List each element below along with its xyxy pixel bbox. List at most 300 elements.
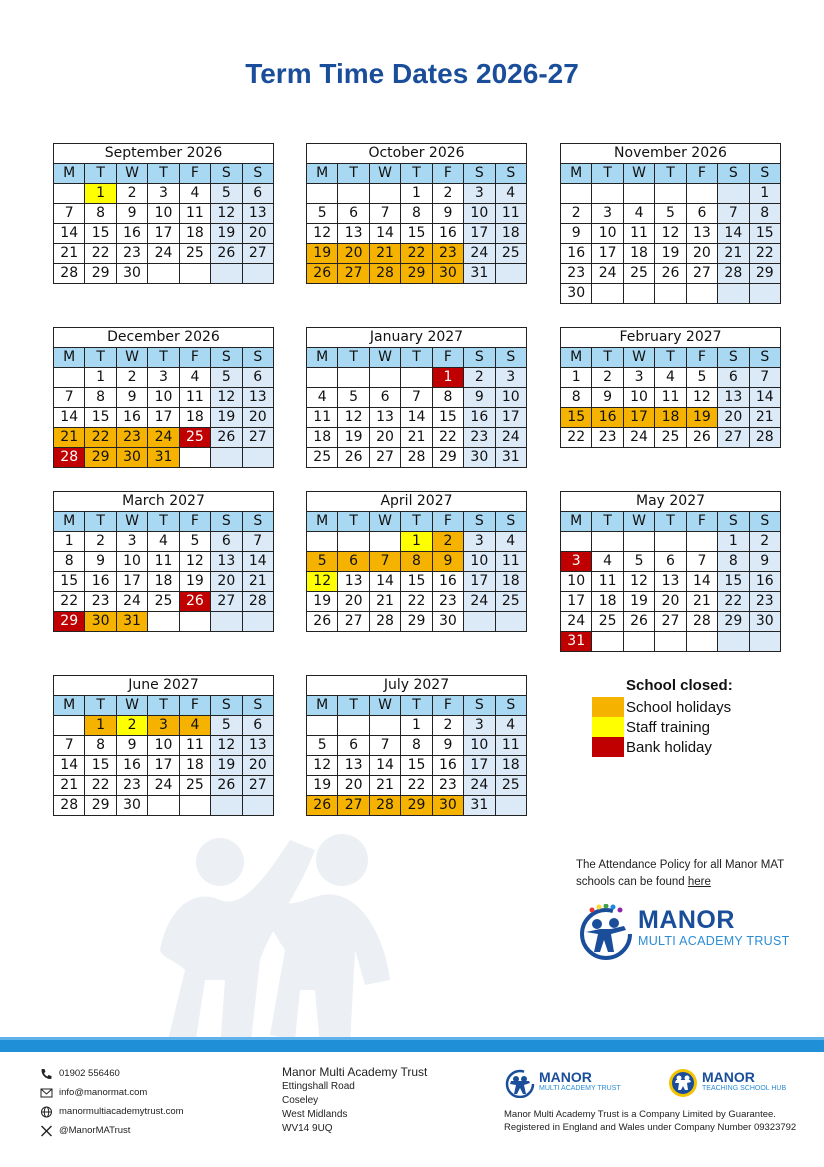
day-cell: 21 [749, 408, 780, 428]
day-cell: 4 [307, 388, 338, 408]
day-cell: 14 [718, 224, 749, 244]
weekday-header: M [307, 696, 338, 716]
weekday-header: F [179, 348, 210, 368]
day-cell: 24 [464, 244, 495, 264]
address-line: Coseley [282, 1095, 319, 1106]
day-cell: 12 [211, 736, 242, 756]
empty-cell [148, 264, 179, 284]
day-cell: 12 [307, 224, 338, 244]
day-cell: 10 [623, 388, 654, 408]
day-cell: 2 [116, 716, 147, 736]
day-cell: 16 [464, 408, 495, 428]
day-cell: 25 [179, 244, 210, 264]
day-cell: 31 [148, 448, 179, 468]
legend-swatch [592, 697, 624, 717]
empty-cell [561, 184, 592, 204]
empty-cell [401, 368, 432, 388]
day-cell: 21 [54, 244, 85, 264]
day-cell: 5 [211, 368, 242, 388]
day-cell: 4 [148, 532, 179, 552]
day-cell: 11 [592, 572, 623, 592]
weekday-header: T [401, 348, 432, 368]
day-cell: 15 [401, 572, 432, 592]
day-cell: 29 [401, 612, 432, 632]
day-cell: 27 [369, 448, 400, 468]
day-cell: 12 [338, 408, 369, 428]
month-title: April 2027 [307, 492, 527, 512]
day-cell: 19 [338, 428, 369, 448]
day-cell: 19 [655, 244, 686, 264]
day-cell: 15 [401, 224, 432, 244]
weekday-header: T [338, 696, 369, 716]
day-cell: 3 [623, 368, 654, 388]
day-cell: 22 [85, 244, 116, 264]
day-cell: 19 [307, 592, 338, 612]
empty-cell [242, 448, 273, 468]
day-cell: 26 [655, 264, 686, 284]
day-cell: 30 [116, 448, 147, 468]
day-cell: 20 [338, 776, 369, 796]
day-cell: 15 [54, 572, 85, 592]
day-cell: 15 [85, 756, 116, 776]
month-title: June 2027 [54, 676, 274, 696]
day-cell: 10 [561, 572, 592, 592]
weekday-header: W [623, 348, 654, 368]
day-cell: 23 [464, 428, 495, 448]
day-cell: 6 [686, 204, 717, 224]
day-cell: 15 [718, 572, 749, 592]
day-cell: 24 [464, 776, 495, 796]
day-cell: 19 [211, 224, 242, 244]
legend-label: Staff training [626, 718, 710, 736]
empty-cell [338, 532, 369, 552]
day-cell: 13 [242, 388, 273, 408]
empty-cell [369, 184, 400, 204]
contact-phone [40, 1064, 184, 1083]
empty-cell [54, 184, 85, 204]
day-cell: 29 [54, 612, 85, 632]
contact-website[interactable] [40, 1102, 184, 1121]
postal-address [282, 1064, 427, 1136]
day-cell: 27 [338, 612, 369, 632]
weekday-header: W [116, 512, 147, 532]
day-cell: 18 [179, 408, 210, 428]
month-calendar [560, 327, 781, 448]
empty-cell [495, 796, 526, 816]
month-calendar [306, 491, 527, 632]
day-cell: 24 [495, 428, 526, 448]
weekday-header: T [148, 348, 179, 368]
weekday-header: S [211, 164, 242, 184]
day-cell: 3 [464, 184, 495, 204]
empty-cell [592, 284, 623, 304]
day-cell: 8 [561, 388, 592, 408]
weekday-header: W [116, 164, 147, 184]
day-cell: 22 [54, 592, 85, 612]
day-cell: 4 [495, 716, 526, 736]
empty-cell [495, 612, 526, 632]
day-cell: 23 [85, 592, 116, 612]
day-cell: 23 [116, 244, 147, 264]
day-cell: 2 [432, 716, 463, 736]
day-cell: 1 [432, 368, 463, 388]
day-cell: 20 [242, 756, 273, 776]
empty-cell [338, 716, 369, 736]
empty-cell [242, 264, 273, 284]
empty-cell [242, 612, 273, 632]
empty-cell [655, 532, 686, 552]
website-text: manormultiacademytrust.com [59, 1106, 184, 1117]
weekday-header: M [561, 512, 592, 532]
policy-text: The Attendance Policy for all Manor MAT schools can be found [576, 859, 784, 888]
empty-cell [369, 368, 400, 388]
empty-cell [307, 716, 338, 736]
day-cell: 4 [179, 716, 210, 736]
day-cell: 16 [116, 224, 147, 244]
day-cell: 13 [211, 552, 242, 572]
day-cell: 16 [432, 756, 463, 776]
day-cell: 5 [307, 736, 338, 756]
day-cell: 23 [432, 592, 463, 612]
contact-email[interactable] [40, 1083, 184, 1102]
twitter-text: @ManorMATrust [59, 1125, 131, 1136]
children-watermark [150, 830, 400, 1050]
day-cell: 4 [592, 552, 623, 572]
day-cell: 17 [148, 224, 179, 244]
day-cell: 16 [116, 408, 147, 428]
day-cell: 28 [242, 592, 273, 612]
empty-cell [718, 284, 749, 304]
day-cell: 7 [54, 204, 85, 224]
day-cell: 17 [148, 756, 179, 776]
day-cell: 25 [179, 776, 210, 796]
weekday-header: S [242, 512, 273, 532]
empty-cell [749, 284, 780, 304]
day-cell: 12 [623, 572, 654, 592]
day-cell: 22 [401, 244, 432, 264]
month-calendar [560, 143, 781, 304]
day-cell: 27 [242, 428, 273, 448]
empty-cell [211, 612, 242, 632]
day-cell: 18 [495, 224, 526, 244]
day-cell: 11 [495, 736, 526, 756]
day-cell: 6 [338, 204, 369, 224]
day-cell: 22 [749, 244, 780, 264]
company-info [504, 1108, 796, 1134]
day-cell: 14 [749, 388, 780, 408]
day-cell: 11 [179, 388, 210, 408]
day-cell: 28 [54, 264, 85, 284]
weekday-header: W [623, 512, 654, 532]
day-cell: 18 [623, 244, 654, 264]
empty-cell [307, 532, 338, 552]
weekday-header: S [718, 348, 749, 368]
day-cell: 21 [369, 244, 400, 264]
day-cell: 26 [307, 796, 338, 816]
legend-swatch [592, 717, 624, 737]
day-cell: 27 [242, 244, 273, 264]
day-cell: 26 [623, 612, 654, 632]
day-cell: 5 [179, 532, 210, 552]
day-cell: 18 [495, 756, 526, 776]
day-cell: 28 [54, 448, 85, 468]
weekday-header: S [718, 512, 749, 532]
month-title: January 2027 [307, 328, 527, 348]
x-twitter-icon [40, 1125, 53, 1137]
legend-label: Bank holiday [626, 738, 712, 756]
day-cell: 9 [432, 736, 463, 756]
day-cell: 1 [749, 184, 780, 204]
day-cell: 16 [116, 756, 147, 776]
day-cell: 18 [495, 572, 526, 592]
weekday-header: S [495, 348, 526, 368]
contact-twitter[interactable] [40, 1121, 184, 1140]
day-cell: 22 [561, 428, 592, 448]
month-title: September 2026 [54, 144, 274, 164]
address-line: Ettingshall Road [282, 1081, 355, 1092]
weekday-header: S [718, 164, 749, 184]
policy-link[interactable]: here [687, 876, 711, 888]
day-cell: 20 [718, 408, 749, 428]
day-cell: 31 [495, 448, 526, 468]
day-cell: 20 [686, 244, 717, 264]
weekday-header: W [116, 696, 147, 716]
day-cell: 15 [432, 408, 463, 428]
day-cell: 11 [655, 388, 686, 408]
day-cell: 5 [655, 204, 686, 224]
empty-cell [307, 184, 338, 204]
day-cell: 18 [307, 428, 338, 448]
day-cell: 28 [718, 264, 749, 284]
day-cell: 1 [85, 184, 116, 204]
day-cell: 3 [116, 532, 147, 552]
month-calendar [306, 143, 527, 284]
day-cell: 13 [338, 756, 369, 776]
weekday-header: W [116, 348, 147, 368]
day-cell: 26 [307, 612, 338, 632]
weekday-header: M [54, 696, 85, 716]
day-cell: 16 [592, 408, 623, 428]
day-cell: 18 [148, 572, 179, 592]
weekday-header: T [655, 512, 686, 532]
month-title: May 2027 [561, 492, 781, 512]
day-cell: 30 [432, 612, 463, 632]
weekday-header: W [369, 512, 400, 532]
day-cell: 19 [211, 408, 242, 428]
day-cell: 28 [401, 448, 432, 468]
weekday-header: M [307, 348, 338, 368]
empty-cell [495, 264, 526, 284]
empty-cell [655, 184, 686, 204]
month-title: December 2026 [54, 328, 274, 348]
day-cell: 10 [464, 204, 495, 224]
empty-cell [623, 632, 654, 652]
day-cell: 8 [432, 388, 463, 408]
day-cell: 3 [148, 368, 179, 388]
day-cell: 17 [592, 244, 623, 264]
day-cell: 9 [116, 204, 147, 224]
weekday-header: W [369, 696, 400, 716]
day-cell: 27 [338, 264, 369, 284]
day-cell: 24 [592, 264, 623, 284]
day-cell: 9 [432, 204, 463, 224]
day-cell: 19 [307, 776, 338, 796]
weekday-header: T [401, 696, 432, 716]
day-cell: 11 [495, 204, 526, 224]
day-cell: 7 [749, 368, 780, 388]
day-cell: 30 [116, 264, 147, 284]
weekday-header: T [592, 348, 623, 368]
weekday-header: T [338, 164, 369, 184]
weekday-header: M [307, 512, 338, 532]
day-cell: 16 [432, 572, 463, 592]
day-cell: 24 [116, 592, 147, 612]
day-cell: 30 [85, 612, 116, 632]
day-cell: 13 [338, 572, 369, 592]
empty-cell [686, 532, 717, 552]
month-calendar [53, 675, 274, 816]
weekday-header: F [179, 696, 210, 716]
day-cell: 23 [432, 244, 463, 264]
day-cell: 26 [338, 448, 369, 468]
day-cell: 1 [718, 532, 749, 552]
day-cell: 12 [686, 388, 717, 408]
empty-cell [592, 184, 623, 204]
month-title: March 2027 [54, 492, 274, 512]
day-cell: 26 [211, 428, 242, 448]
day-cell: 1 [561, 368, 592, 388]
day-cell: 17 [116, 572, 147, 592]
day-cell: 29 [85, 448, 116, 468]
empty-cell [148, 612, 179, 632]
day-cell: 22 [401, 776, 432, 796]
day-cell: 22 [432, 428, 463, 448]
day-cell: 10 [464, 552, 495, 572]
empty-cell [686, 184, 717, 204]
day-cell: 17 [623, 408, 654, 428]
day-cell: 13 [655, 572, 686, 592]
weekday-header: S [464, 696, 495, 716]
day-cell: 21 [54, 428, 85, 448]
day-cell: 27 [211, 592, 242, 612]
day-cell: 19 [211, 756, 242, 776]
day-cell: 7 [369, 204, 400, 224]
day-cell: 20 [242, 408, 273, 428]
day-cell: 18 [179, 756, 210, 776]
day-cell: 15 [85, 224, 116, 244]
day-cell: 28 [369, 796, 400, 816]
day-cell: 12 [179, 552, 210, 572]
day-cell: 20 [211, 572, 242, 592]
day-cell: 17 [464, 756, 495, 776]
day-cell: 27 [686, 264, 717, 284]
day-cell: 18 [655, 408, 686, 428]
day-cell: 11 [623, 224, 654, 244]
day-cell: 4 [179, 184, 210, 204]
day-cell: 25 [623, 264, 654, 284]
day-cell: 14 [369, 756, 400, 776]
weekday-header: F [686, 348, 717, 368]
day-cell: 11 [307, 408, 338, 428]
weekday-header: T [85, 512, 116, 532]
day-cell: 17 [464, 224, 495, 244]
day-cell: 10 [148, 736, 179, 756]
day-cell: 13 [718, 388, 749, 408]
day-cell: 21 [686, 592, 717, 612]
day-cell: 6 [338, 736, 369, 756]
empty-cell [179, 448, 210, 468]
day-cell: 23 [116, 428, 147, 448]
day-cell: 22 [85, 428, 116, 448]
legend-item-training [592, 717, 733, 737]
day-cell: 4 [179, 368, 210, 388]
day-cell: 12 [211, 204, 242, 224]
manor-mat-logo-icon [505, 1068, 535, 1098]
weekday-header: M [561, 164, 592, 184]
day-cell: 28 [686, 612, 717, 632]
weekday-header: F [686, 164, 717, 184]
day-cell: 14 [369, 224, 400, 244]
day-cell: 3 [464, 532, 495, 552]
day-cell: 25 [495, 776, 526, 796]
day-cell: 26 [211, 776, 242, 796]
manor-logo-icon [578, 904, 634, 960]
day-cell: 29 [718, 612, 749, 632]
day-cell: 14 [54, 756, 85, 776]
weekday-header: F [432, 348, 463, 368]
weekday-header: F [686, 512, 717, 532]
day-cell: 9 [116, 388, 147, 408]
day-cell: 16 [749, 572, 780, 592]
day-cell: 22 [85, 776, 116, 796]
day-cell: 20 [338, 592, 369, 612]
day-cell: 1 [85, 368, 116, 388]
empty-cell [179, 796, 210, 816]
footer-logo-subtitle: TEACHING SCHOOL HUB [702, 1085, 787, 1092]
day-cell: 17 [561, 592, 592, 612]
email-text: info@manormat.com [59, 1087, 148, 1098]
day-cell: 10 [495, 388, 526, 408]
day-cell: 9 [561, 224, 592, 244]
day-cell: 10 [148, 388, 179, 408]
month-title: February 2027 [561, 328, 781, 348]
weekday-header: T [401, 512, 432, 532]
day-cell: 25 [307, 448, 338, 468]
weekday-header: T [148, 512, 179, 532]
empty-cell [211, 796, 242, 816]
legend-item-bank [592, 737, 733, 757]
day-cell: 6 [242, 184, 273, 204]
day-cell: 21 [718, 244, 749, 264]
day-cell: 24 [148, 776, 179, 796]
day-cell: 2 [592, 368, 623, 388]
day-cell: 2 [464, 368, 495, 388]
page-title: Term Time Dates 2026-27 [245, 58, 579, 89]
month-calendar [53, 143, 274, 284]
weekday-header: M [561, 348, 592, 368]
month-calendar [53, 327, 274, 468]
day-cell: 16 [432, 224, 463, 244]
day-cell: 31 [464, 796, 495, 816]
day-cell: 2 [116, 368, 147, 388]
weekday-header: T [655, 348, 686, 368]
empty-cell [307, 368, 338, 388]
empty-cell [338, 184, 369, 204]
day-cell: 8 [749, 204, 780, 224]
day-cell: 13 [686, 224, 717, 244]
day-cell: 14 [54, 224, 85, 244]
weekday-header: S [749, 348, 780, 368]
